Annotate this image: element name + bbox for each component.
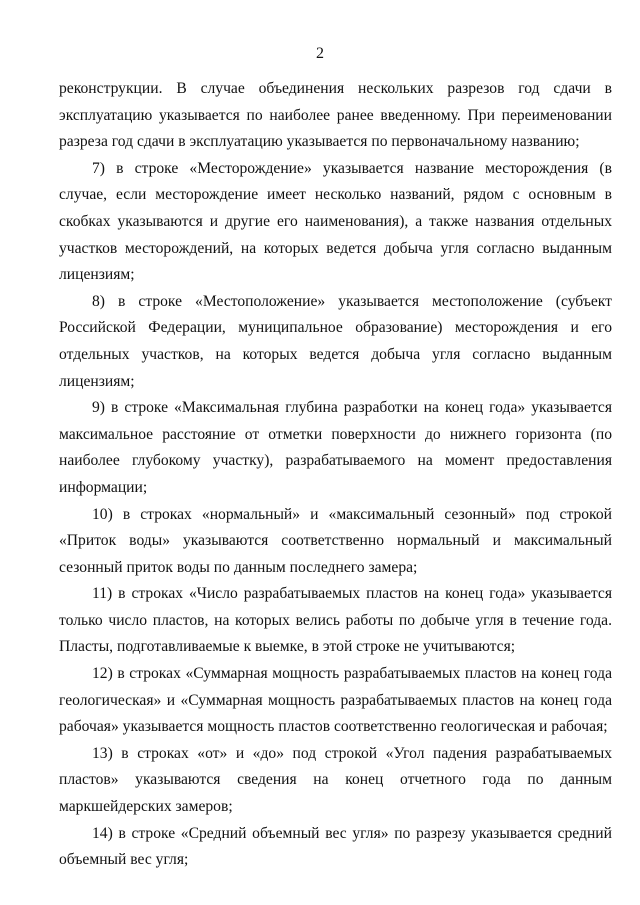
paragraph-item-11: 11) в строках «Число разрабатываемых пластов на конец года» указывается только число пластов, на которых велись работы по добыче угля в течение года. Пласты, подготавливаемые к выемке, в этой строке не учитываются; <box>59 585 612 656</box>
paragraph-item-13: 13) в строках «от» и «до» под строкой «Угол падения разрабатываемых пластов» указываются сведения на конец отчетного года по данным маркшейдерских замеров; <box>59 744 612 816</box>
paragraph-item-10: 10) в строках «нормальный» и «максимальный сезонный» под строкой «Приток воды» указываются соответственно нормальный и максимальный сезонный приток воды по данным последнего замера; <box>59 505 612 576</box>
document-body <box>59 76 612 874</box>
paragraph-item-8: 8) в строке «Местоположение» указывается местоположение (субъект Российской Федерации, муниципальное образование) месторождения и его отдельных участков, на которых ведется добыча угля согласно выданным лицензиям; <box>59 292 612 390</box>
paragraph-item-9: 9) в строке «Максимальная глубина разработки на конец года» указывается максимальное расстояние от отметки поверхности до нижнего горизонта (по наиболее глубокому участку), разрабатываемого на момент предоставления информации; <box>59 399 612 496</box>
page-number: 2 <box>316 45 324 62</box>
paragraph-continuation: реконструкции. В случае объединения нескольких разрезов год сдачи в эксплуатацию указывается по наиболее ранее введенному. При переименовании разреза год сдачи в эксплуатацию указывается по первоначальному названию; <box>59 80 612 151</box>
paragraph-item-12: 12) в строках «Суммарная мощность разрабатываемых пластов на конец года геологическая» и «Суммарная мощность разрабатываемых пластов на конец года рабочая» указывается мощность пластов соответственно геологическая и рабочая; <box>59 665 612 736</box>
paragraph-item-7: 7) в строке «Месторождение» указывается название месторождения (в случае, если месторождение имеет несколько названий, рядом с основным в скобках указываются и другие его наименования), а также названия отдельных участков месторождений, на которых ведется добыча угля согласно выданным лицензиям; <box>59 159 612 284</box>
paragraph-item-14: 14) в строке «Средний объемный вес угля» по разрезу указывается средний объемный вес угля; <box>59 824 612 869</box>
